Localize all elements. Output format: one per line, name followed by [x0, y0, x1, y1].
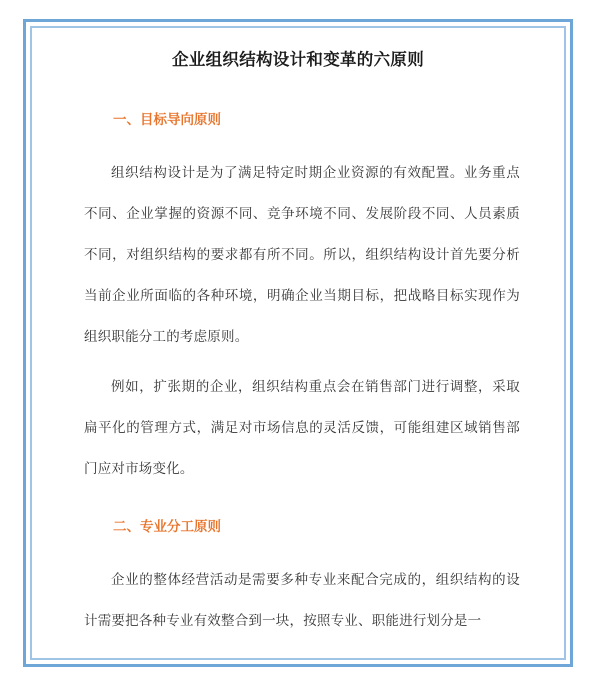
paragraph-goal-oriented-2: 例如，扩张期的企业，组织结构重点会在销售部门进行调整，采取扁平化的管理方式，满足对市场信息的灵活反馈，可能组建区域销售部门应对市场变化。	[84, 379, 520, 477]
document-title: 企业组织结构设计和变革的六原则	[172, 50, 424, 69]
section-heading-goal-oriented: 一、目标导向原则	[113, 112, 221, 128]
paragraph-goal-oriented-1: 组织结构设计是为了满足特定时期企业资源的有效配置。业务重点不同、企业掌握的资源不同、竞争环境不同、发展阶段不同、人员素质不同，对组织结构的要求都有所不同。所以，组织结构设计首先要分析当前企业所面临的各种环境，明确企业当期目标，把战略目标实现作为组织职能分工的考虑原则。	[84, 165, 520, 345]
section-heading-specialization: 二、专业分工原则	[113, 519, 221, 535]
paragraph-specialization-1: 企业的整体经营活动是需要多种专业来配合完成的，组织结构的设计需要把各种专业有效整合到一块，按照专业、职能进行划分是一	[84, 572, 520, 629]
